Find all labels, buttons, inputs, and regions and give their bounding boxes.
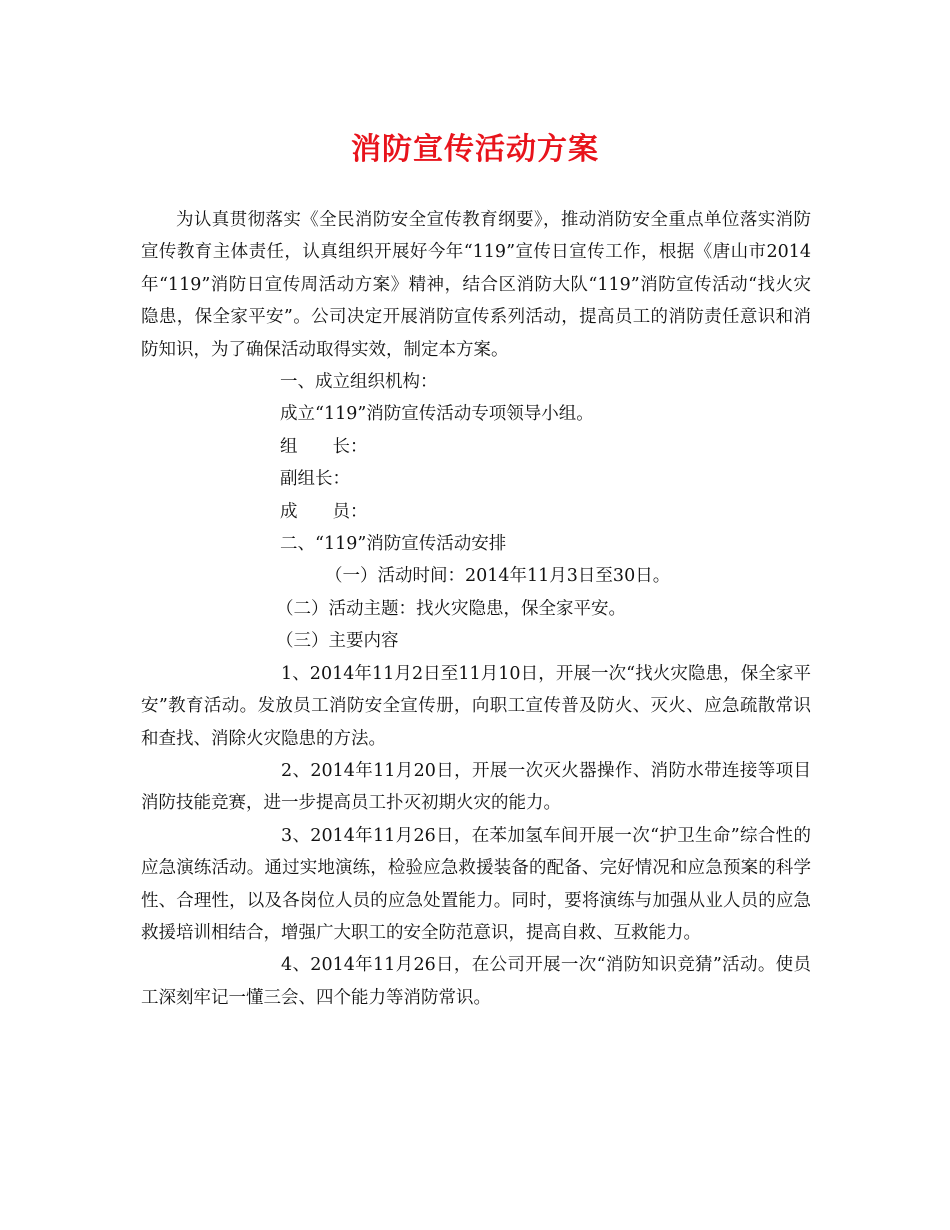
- document-body: [141, 204, 811, 1014]
- content-item-4: 4、2014年11月26日，在公司开展一次“消防知识竞猜”活动。使员工深刻牢记一懂三会、四个能力等消防常识。: [141, 955, 811, 1008]
- activity-time-line: （一）活动时间：2014年11月3日至30日。: [325, 566, 671, 587]
- document-title: 消防宣传活动方案: [351, 132, 599, 167]
- content-item-3: 3、2014年11月26日，在苯加氢车间开展一次“护卫生命”综合性的应急演练活动。通过实地演练，检验应急救援装备的配备、完好情况和应急预案的科学性、合理性，以及各岗位人员的应急处置能力。同时，要将演练与加强从业人员的应急救援培训相结合，增强广大职工的安全防范意识，提高自救、互救能力。: [141, 825, 811, 943]
- content-item-2: 2、2014年11月20日，开展一次灭火器操作、消防水带连接等项目消防技能竞赛，进一步提高员工扑灭初期火灾的能力。: [141, 760, 811, 814]
- deputy-leader-line: 副组长：: [280, 469, 350, 490]
- main-content-heading: （三）主要内容: [276, 631, 399, 652]
- section-2-heading: 二、“119”消防宣传活动安排: [280, 534, 507, 555]
- intro-paragraph: 为认真贯彻落实《全民消防安全宣传教育纲要》，推动消防安全重点单位落实消防宣传教育主体责任，认真组织开展好今年“119”宣传日宣传工作，根据《唐山市2014年“119”消防日宣传周活动方案》精神，结合区消防大队“119”消防宣传活动“找火灾隐患，保全家平安”。公司决定开展消防宣传系列活动，提高员工的消防责任意识和消防知识，为了确保活动取得实效，制定本方案。: [141, 210, 811, 360]
- members-line: 成 员：: [280, 501, 368, 522]
- group-leader-line: 组 长：: [280, 436, 368, 457]
- leadership-group-line: 成立“119”消防宣传活动专项领导小组。: [280, 404, 594, 425]
- activity-theme-line: （二）活动主题：找火灾隐患，保全家平安。: [276, 598, 626, 619]
- section-1-heading: 一、成立组织机构：: [280, 372, 438, 393]
- content-item-1: 1、2014年11月2日至11月10日，开展一次“找火灾隐患，保全家平安”教育活动。发放员工消防安全宣传册，向职工宣传普及防火、灭火、应急疏散常识和查找、消除火灾隐患的方法。: [141, 663, 811, 749]
